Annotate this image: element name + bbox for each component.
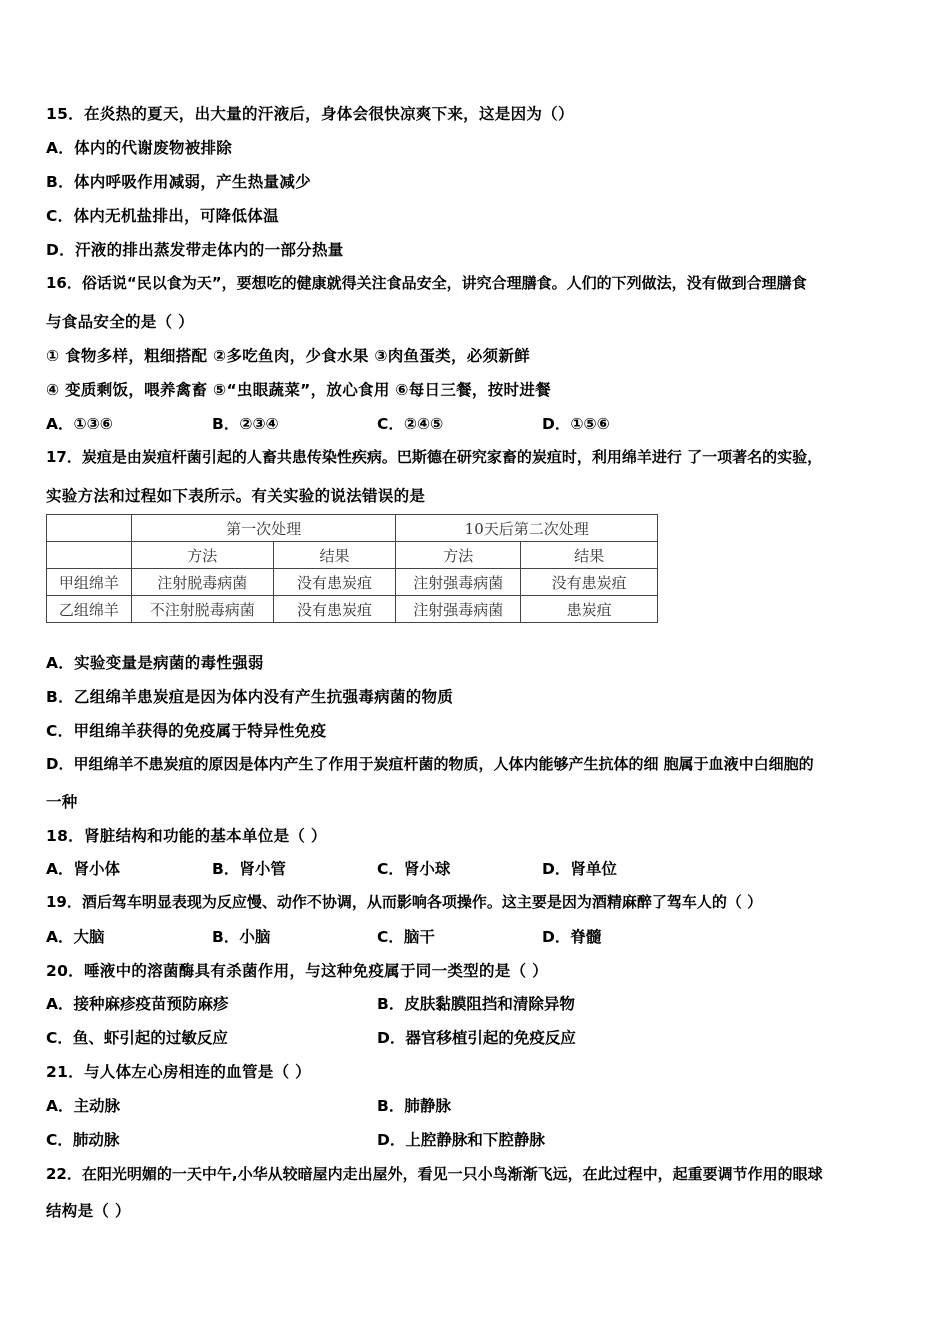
table-cell: 没有患炭疽	[273, 596, 396, 623]
q21-stem: 21．与人体左心房相连的血管是（ ）	[46, 1063, 311, 1081]
q18-option-c: C．肾小球	[377, 860, 451, 878]
q15-option-a: A．体内的代谢废物被排除	[46, 139, 233, 157]
q21-option-d: D．上腔静脉和下腔静脉	[377, 1131, 545, 1149]
q15-option-c: C．体内无机盐排出，可降低体温	[46, 207, 279, 225]
q22-stem-line1: 22．在阳光明媚的一天中午,小华从较暗屋内走出屋外，看见一只小鸟渐渐飞远，在此过程中，起重要调节作用的眼球	[46, 1165, 823, 1183]
q16-items-line1: ① 食物多样，粗细搭配 ②多吃鱼肉，少食水果 ③肉鱼蛋类，必须新鲜	[46, 347, 530, 365]
table-header-first-treatment: 第一次处理	[131, 515, 396, 542]
table-cell: 没有患炭疽	[521, 569, 658, 596]
q17-option-d: D．甲组绵羊不患炭疽的原因是体内产生了作用于炭疽杆菌的物质，人体内能够产生抗体的细 胞属于血液中白细胞的	[46, 755, 814, 773]
q20-stem: 20．唾液中的溶菌酶具有杀菌作用，与这种免疫属于同一类型的是（ ）	[46, 962, 548, 980]
table-header-method-2: 方法	[396, 542, 521, 569]
q15-stem: 15．在炎热的夏天，出大量的汗液后，身体会很快凉爽下来，这是因为（）	[46, 105, 574, 123]
table-corner-cell	[47, 515, 132, 542]
q19-option-d: D．脊髓	[542, 928, 602, 946]
q20-option-c: C．鱼、虾引起的过敏反应	[46, 1029, 228, 1047]
table-cell: 注射强毒病菌	[396, 569, 521, 596]
q19-option-a: A．大脑	[46, 928, 105, 946]
q16-stem-line1: 16．俗话说“民以食为天”，要想吃的健康就得关注食品安全，讲究合理膳食。人们的下列做法，没有做到合理膳食	[46, 274, 807, 292]
q17-stem-line1: 17．炭疽是由炭疽杆菌引起的人畜共患传染性疾病。巴斯德在研究家畜的炭疽时，利用绵羊进行 了一项著名的实验，	[46, 448, 823, 466]
q18-stem: 18．肾脏结构和功能的基本单位是（ ）	[46, 827, 327, 845]
table-cell: 不注射脱毒病菌	[131, 596, 273, 623]
table-header-row-1	[47, 515, 658, 542]
table-empty-cell	[47, 542, 132, 569]
q20-option-b: B．皮肤黏膜阻挡和清除异物	[377, 995, 575, 1013]
q18-option-a: A．肾小体	[46, 860, 120, 878]
table-cell: 患炭疽	[521, 596, 658, 623]
table-cell: 注射强毒病菌	[396, 596, 521, 623]
table-header-result-2: 结果	[521, 542, 658, 569]
table-cell: 注射脱毒病菌	[131, 569, 273, 596]
table-row	[47, 596, 658, 623]
table-cell-group: 甲组绵羊	[47, 569, 132, 596]
q16-option-a: A．①③⑥	[46, 415, 113, 433]
q19-option-b: B．小脑	[212, 928, 271, 946]
table-row	[47, 569, 658, 596]
table-header-second-treatment: 10天后第二次处理	[396, 515, 658, 542]
table-header-method-1: 方法	[131, 542, 273, 569]
experiment-table	[46, 514, 658, 623]
q20-option-d: D．器官移植引起的免疫反应	[377, 1029, 576, 1047]
table-header-result-1: 结果	[273, 542, 396, 569]
q18-option-d: D．肾单位	[542, 860, 617, 878]
q17-option-a: A．实验变量是病菌的毒性强弱	[46, 654, 264, 672]
q19-option-c: C．脑干	[377, 928, 435, 946]
q21-option-a: A．主动脉	[46, 1097, 120, 1115]
q16-option-c: C．②④⑤	[377, 415, 444, 433]
q17-option-c: C．甲组绵羊获得的免疫属于特异性免疫	[46, 722, 327, 740]
table-cell: 没有患炭疽	[273, 569, 396, 596]
q19-stem: 19．酒后驾车明显表现为反应慢、动作不协调，从而影响各项操作。这主要是因为酒精麻醉了驾车人的（ ）	[46, 893, 763, 911]
q17-option-b: B．乙组绵羊患炭疽是因为体内没有产生抗强毒病菌的物质	[46, 688, 454, 706]
q21-option-c: C．肺动脉	[46, 1131, 120, 1149]
q15-option-b: B．体内呼吸作用减弱，产生热量减少	[46, 173, 311, 191]
q16-option-d: D．①⑤⑥	[542, 415, 610, 433]
q22-stem-line2: 结构是（ ）	[46, 1202, 131, 1220]
q18-option-b: B．肾小管	[212, 860, 286, 878]
q15-option-d: D．汗液的排出蒸发带走体内的一部分热量	[46, 241, 344, 259]
q16-option-b: B．②③④	[212, 415, 279, 433]
q17-stem-line2: 实验方法和过程如下表所示。有关实验的说法错误的是	[46, 487, 426, 505]
table-cell-group: 乙组绵羊	[47, 596, 132, 623]
q16-items-line2: ④ 变质剩饭，喂养禽畜 ⑤“虫眼蔬菜”，放心食用 ⑥每日三餐，按时进餐	[46, 381, 551, 399]
q21-option-b: B．肺静脉	[377, 1097, 451, 1115]
q16-stem-line2: 与食品安全的是（ ）	[46, 313, 194, 331]
q20-option-a: A．接种麻疹疫苗预防麻疹	[46, 995, 229, 1013]
q17-option-d-cont: 一种	[46, 793, 78, 811]
table-header-row-2	[47, 542, 658, 569]
